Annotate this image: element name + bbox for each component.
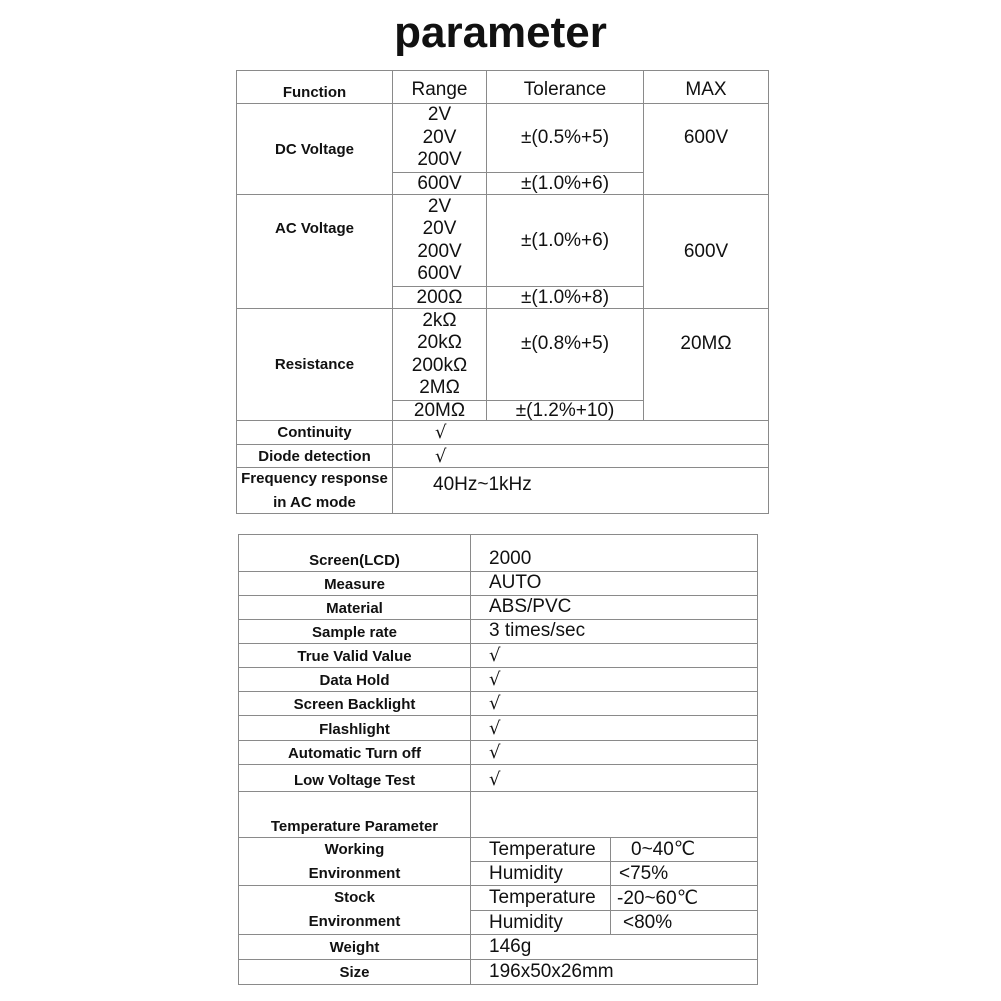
- spec-row-label: Automatic Turn off: [238, 740, 471, 765]
- check-icon: √: [470, 764, 758, 792]
- spec-row-label: Flashlight: [238, 715, 471, 741]
- working-environment-label: [238, 837, 471, 886]
- resistance-ranges: [392, 308, 487, 401]
- spec-row-label: Low Voltage Test: [238, 764, 471, 792]
- size-value: 196x50x26mm: [470, 959, 758, 985]
- resistance-extra-range: 20MΩ: [392, 400, 487, 421]
- dc-voltage-extra-tolerance: ±(1.0%+6): [486, 172, 644, 195]
- range-value: 200V: [417, 240, 462, 262]
- resistance-label: Resistance: [236, 308, 393, 421]
- frequency-label-line1: Frequency response: [241, 469, 388, 487]
- spec-row-label: Screen(LCD): [238, 534, 471, 572]
- range-value: 20V: [422, 126, 457, 148]
- temperature-parameter-value: [470, 791, 758, 838]
- working-temperature-label: Temperature: [470, 837, 611, 862]
- diode-check-icon: √: [392, 444, 769, 468]
- dc-voltage-max: 600V: [643, 103, 769, 195]
- dc-voltage-label: DC Voltage: [236, 103, 393, 195]
- header-max: MAX: [643, 70, 769, 104]
- range-value: 600V: [417, 263, 462, 284]
- spec-row-value: 2000: [470, 534, 758, 572]
- working-label-line1: Working: [324, 840, 385, 858]
- spec-row-value: 3 times/sec: [470, 619, 758, 644]
- range-value: 2kΩ: [422, 309, 457, 331]
- stock-humidity-label: Humidity: [470, 910, 611, 935]
- spec-row-label: True Valid Value: [238, 643, 471, 668]
- working-humidity-value: <75%: [610, 861, 758, 886]
- resistance-tolerance: ±(0.8%+5): [486, 308, 644, 401]
- range-value: 200kΩ: [411, 354, 468, 376]
- stock-humidity-value: <80%: [610, 910, 758, 935]
- frequency-label-line2: in AC mode: [273, 493, 356, 511]
- size-label: Size: [238, 959, 471, 985]
- stock-label-line1: Stock: [334, 889, 375, 906]
- spec-row-label: Material: [238, 595, 471, 620]
- check-icon: √: [470, 691, 758, 716]
- spec-row-label: Measure: [238, 571, 471, 596]
- range-value: 2V: [427, 195, 452, 217]
- continuity-label: Continuity: [236, 420, 393, 445]
- check-icon: √: [470, 667, 758, 692]
- ac-voltage-extra-range: 200Ω: [392, 286, 487, 309]
- spec-row-value: ABS/PVC: [470, 595, 758, 620]
- spec-row-label: Screen Backlight: [238, 691, 471, 716]
- frequency-response-label: [236, 467, 393, 514]
- weight-value: 146g: [470, 934, 758, 960]
- ac-voltage-max: 600V: [643, 194, 769, 309]
- dc-voltage-ranges: [392, 103, 487, 173]
- working-humidity-label: Humidity: [470, 861, 611, 886]
- continuity-check-icon: √: [392, 420, 769, 445]
- dc-voltage-extra-range: 600V: [392, 172, 487, 195]
- range-value: 2V: [427, 104, 452, 126]
- header-tolerance: Tolerance: [486, 70, 644, 104]
- check-icon: √: [470, 740, 758, 765]
- range-value: 20V: [422, 218, 457, 239]
- weight-label: Weight: [238, 934, 471, 960]
- dc-voltage-tolerance: ±(0.5%+5): [486, 103, 644, 173]
- resistance-max: 20MΩ: [643, 308, 769, 421]
- working-label-line2: Environment: [308, 864, 401, 882]
- spec-row-label: Sample rate: [238, 619, 471, 644]
- check-icon: √: [470, 715, 758, 741]
- ac-voltage-ranges: [392, 194, 487, 287]
- spec-row-label: Data Hold: [238, 667, 471, 692]
- page-title: parameter: [394, 8, 607, 57]
- header-function: Function: [236, 70, 393, 104]
- range-value: 20kΩ: [417, 332, 462, 353]
- stock-label-line2: Environment: [308, 913, 401, 930]
- range-value: 200V: [417, 149, 462, 171]
- stock-environment-label: [238, 885, 471, 935]
- ac-voltage-tolerance: ±(1.0%+6): [486, 194, 644, 287]
- temperature-parameter-label: Temperature Parameter: [238, 791, 471, 838]
- frequency-response-value: 40Hz~1kHz: [392, 467, 769, 514]
- working-temperature-value: 0~40℃: [610, 837, 758, 862]
- spec-row-value: AUTO: [470, 571, 758, 596]
- range-value: 2MΩ: [419, 377, 460, 398]
- stock-temperature-value: -20~60℃: [610, 885, 758, 911]
- ac-voltage-extra-tolerance: ±(1.0%+8): [486, 286, 644, 309]
- check-icon: √: [470, 643, 758, 668]
- ac-voltage-label: AC Voltage: [236, 194, 393, 309]
- diode-detection-label: Diode detection: [236, 444, 393, 468]
- header-range: Range: [392, 70, 487, 104]
- stock-temperature-label: Temperature: [470, 885, 611, 911]
- resistance-extra-tolerance: ±(1.2%+10): [486, 400, 644, 421]
